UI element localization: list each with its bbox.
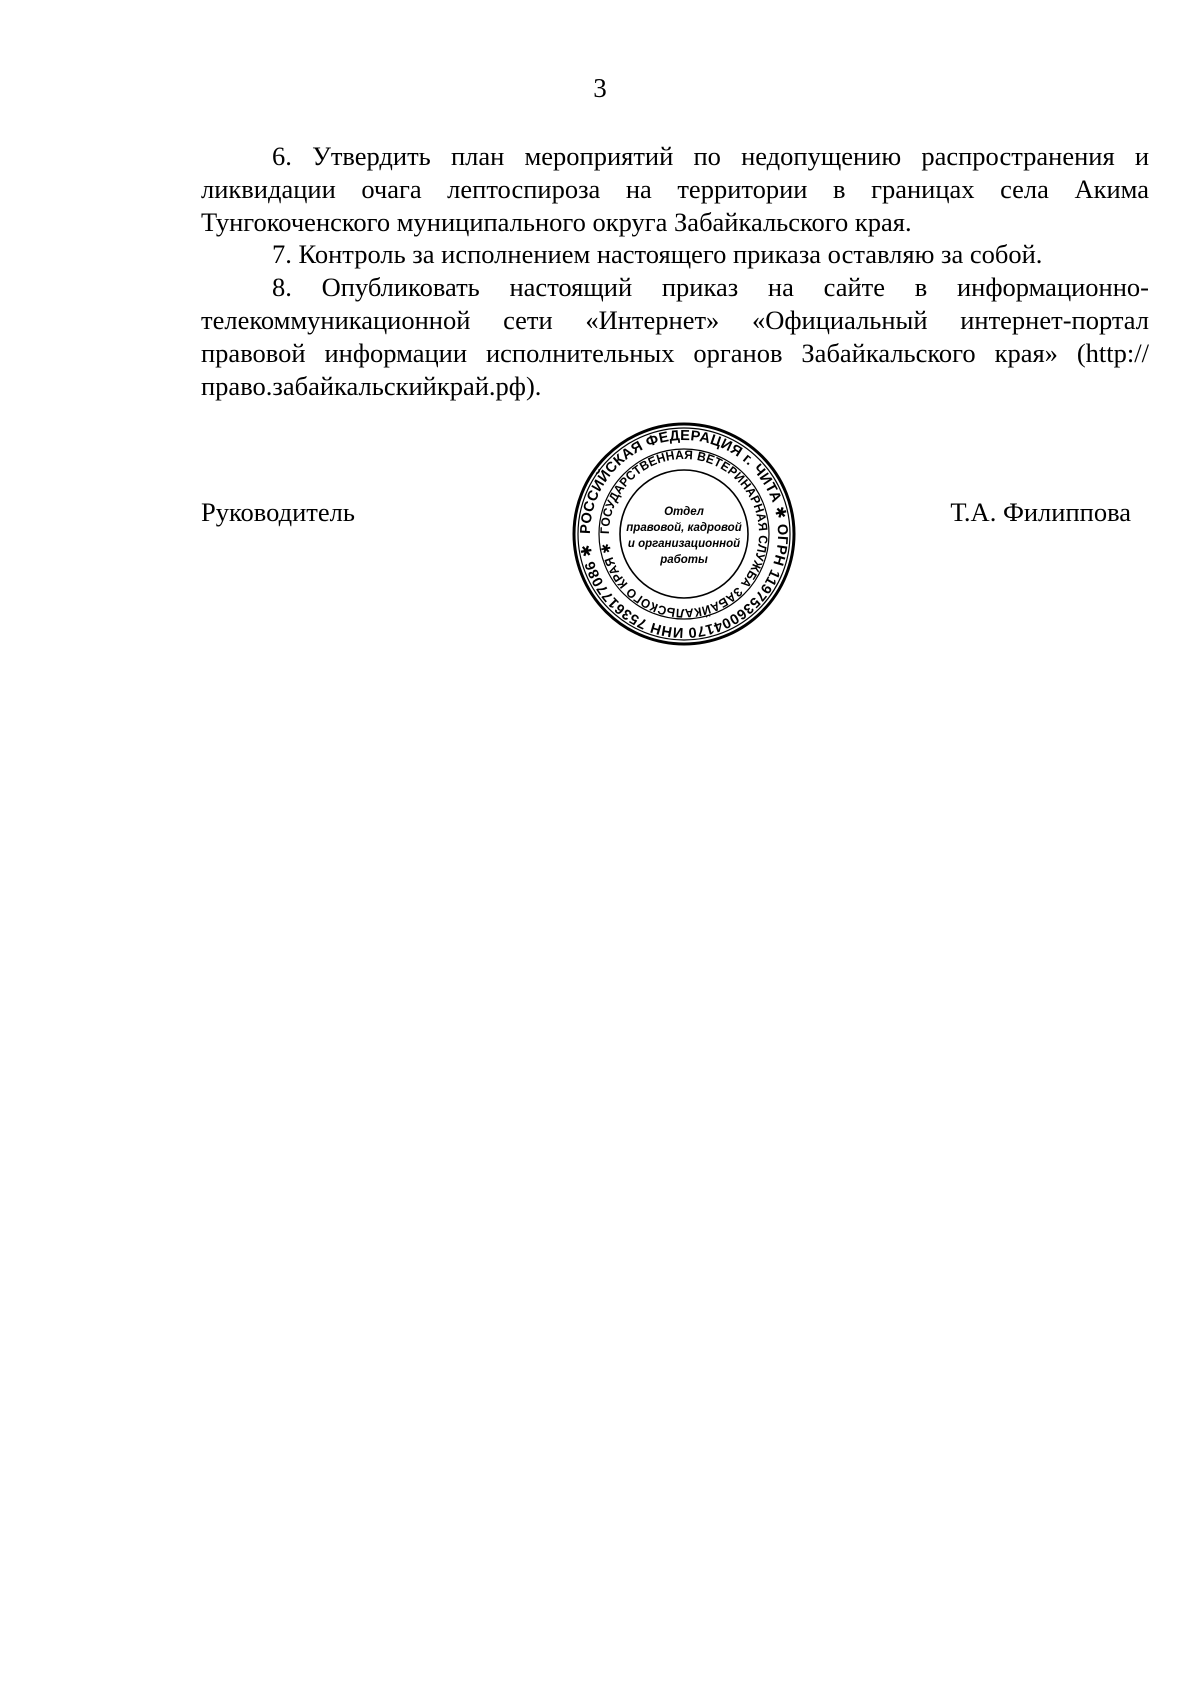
seal-inner-line-1: Отдел [664, 506, 704, 518]
signatory-title: Руководитель [201, 497, 355, 527]
seal-inner-ring [620, 470, 748, 598]
page-number: 3 [593, 73, 607, 103]
signatory-name: Т.А. Филиппова [950, 497, 1131, 527]
seal-graphic [570, 420, 798, 648]
seal-inner-line-3: и организационной [627, 538, 741, 550]
paragraph-item-6: 6. Утвердить план мероприятий по недопущению распространения и ликвидации очага лептоспироза на территории в границах села Акима Тунгокоченского муниципального округа Забайкальского края. [201, 141, 1149, 237]
document-body [201, 140, 1149, 402]
official-seal [570, 420, 798, 648]
seal-inner-line-2: правовой, кадровой [626, 522, 742, 534]
seal-inner-line-4: работы [660, 554, 708, 566]
seal-middle-text: ГОСУДАРСТВЕННАЯ ВЕТЕРИНАРНАЯ СЛУЖБА ЗАБАЙКАЛЬСКОГО КРАЯ ✱ [597, 447, 771, 621]
seal-outer-text: РОССИЙСКАЯ ФЕДЕРАЦИЯ г. ЧИТА ✱ ОГРН 1197536004170 ИНН 7536177086 ✱ [577, 427, 791, 641]
paragraph-item-8: 8. Опубликовать настоящий приказ на сайте в информационно-телекоммуникационной сети «Интернет» «Официальный интернет-портал правовой информации исполнительных органов Забайкальского края» (http://право.забайкальскийкрай.рф). [201, 272, 1149, 401]
paragraph-item-7: 7. Контроль за исполнением настоящего приказа оставляю за собой. [272, 239, 1043, 270]
